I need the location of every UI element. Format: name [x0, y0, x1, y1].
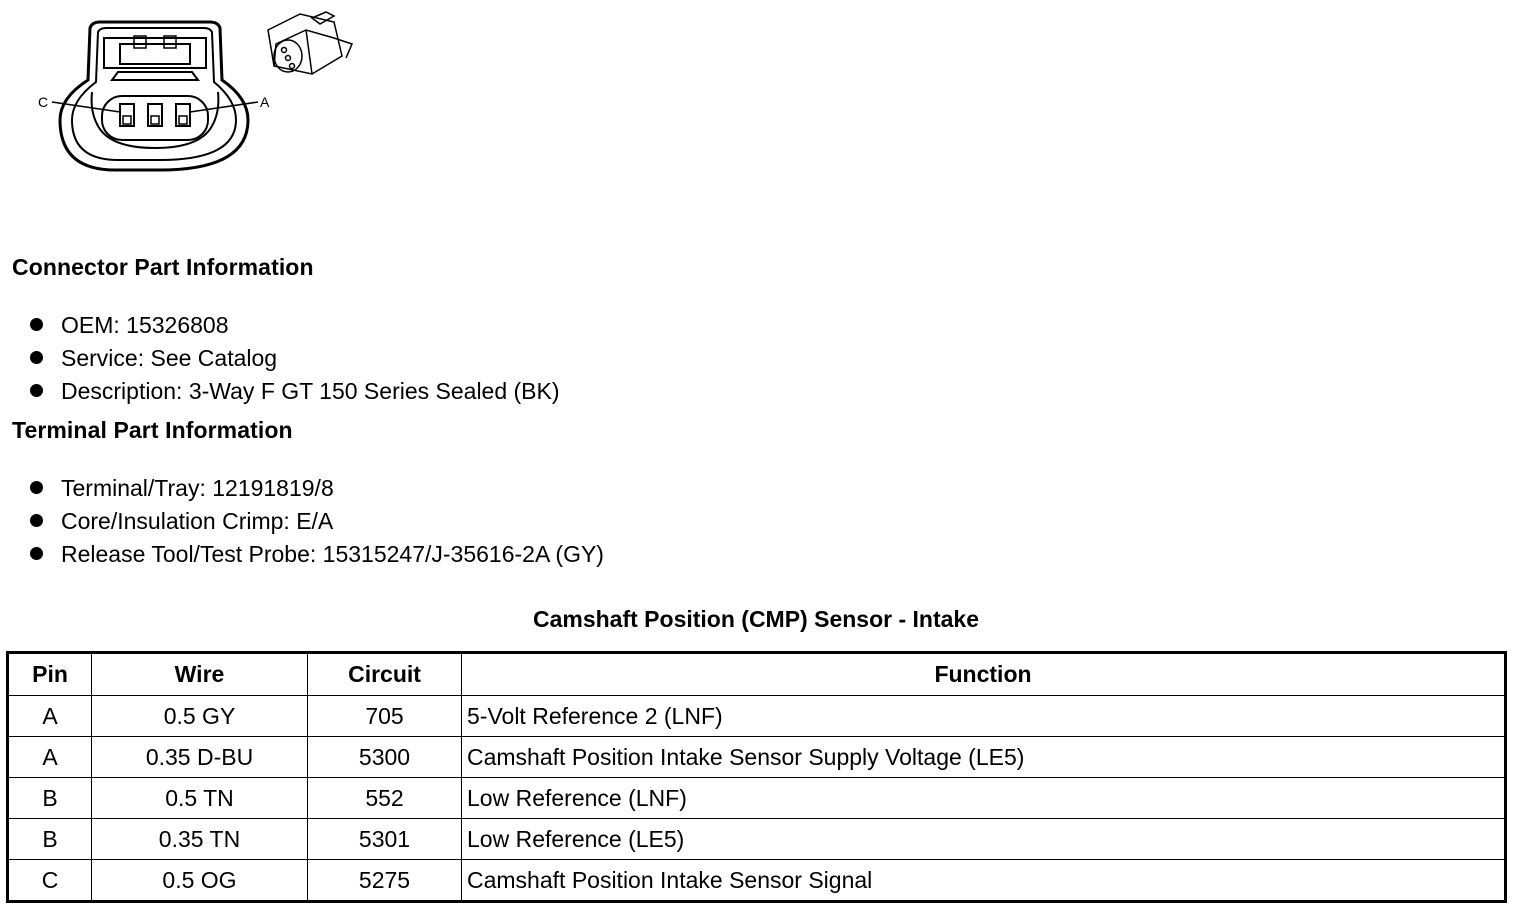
table-row: [8, 696, 1506, 737]
function-cell: Camshaft Position Intake Sensor Supply Voltage (LE5): [462, 737, 1506, 778]
list-item-text: Service: See Catalog: [61, 344, 278, 371]
circuit-cell: 5301: [308, 819, 462, 860]
bullet-icon: [30, 384, 43, 397]
pin-cell: B: [8, 778, 92, 819]
table-row: [8, 819, 1506, 860]
function-cell: Low Reference (LE5): [462, 819, 1506, 860]
pin-cell: C: [8, 860, 92, 902]
pin-cell: B: [8, 819, 92, 860]
wire-cell: 0.35 D-BU: [92, 737, 308, 778]
terminal-part-info-list: [30, 471, 604, 570]
table-header-row: [8, 653, 1506, 696]
pin-table-title: Camshaft Position (CMP) Sensor - Intake: [532, 606, 979, 632]
pin-cell: A: [8, 737, 92, 778]
pin-table: [6, 651, 1507, 903]
list-item: [30, 537, 604, 570]
wire-cell: 0.5 TN: [92, 778, 308, 819]
list-item-text: Description: 3-Way F GT 150 Series Sealed (BK): [61, 377, 560, 404]
list-item: [30, 308, 560, 341]
column-header-pin: Pin: [8, 653, 92, 696]
connector-face-illustration: [52, 22, 258, 170]
list-item-text: Release Tool/Test Probe: 15315247/J-35616-2A (GY): [61, 540, 604, 567]
function-cell: Camshaft Position Intake Sensor Signal: [462, 860, 1506, 902]
table-row: [8, 860, 1506, 902]
circuit-cell: 552: [308, 778, 462, 819]
pin-label-c: C: [38, 94, 49, 110]
list-item: [30, 341, 560, 374]
bullet-icon: [30, 481, 43, 494]
list-item-text: OEM: 15326808: [61, 311, 229, 338]
list-item: [30, 374, 560, 407]
list-item: [30, 504, 604, 537]
circuit-cell: 5275: [308, 860, 462, 902]
bullet-icon: [30, 514, 43, 527]
wire-cell: 0.5 OG: [92, 860, 308, 902]
circuit-cell: 705: [308, 696, 462, 737]
connector-part-info-heading: Connector Part Information: [12, 254, 314, 280]
function-cell: 5-Volt Reference 2 (LNF): [462, 696, 1506, 737]
connector-part-info-list: [30, 308, 560, 407]
column-header-circuit: Circuit: [308, 653, 462, 696]
wire-cell: 0.35 TN: [92, 819, 308, 860]
circuit-cell: 5300: [308, 737, 462, 778]
bullet-icon: [30, 351, 43, 364]
table-row: [8, 778, 1506, 819]
list-item: [30, 471, 604, 504]
pin-label-a: A: [260, 94, 270, 110]
list-item-text: Terminal/Tray: 12191819/8: [61, 474, 334, 501]
terminal-part-info-heading: Terminal Part Information: [12, 417, 293, 443]
bullet-icon: [30, 318, 43, 331]
wire-cell: 0.5 GY: [92, 696, 308, 737]
function-cell: Low Reference (LNF): [462, 778, 1506, 819]
bullet-icon: [30, 547, 43, 560]
pin-cell: A: [8, 696, 92, 737]
column-header-wire: Wire: [92, 653, 308, 696]
connector-diagram: [30, 8, 370, 183]
table-row: [8, 737, 1506, 778]
column-header-function: Function: [462, 653, 1506, 696]
connector-isometric-illustration: [268, 12, 352, 74]
list-item-text: Core/Insulation Crimp: E/A: [61, 507, 334, 534]
